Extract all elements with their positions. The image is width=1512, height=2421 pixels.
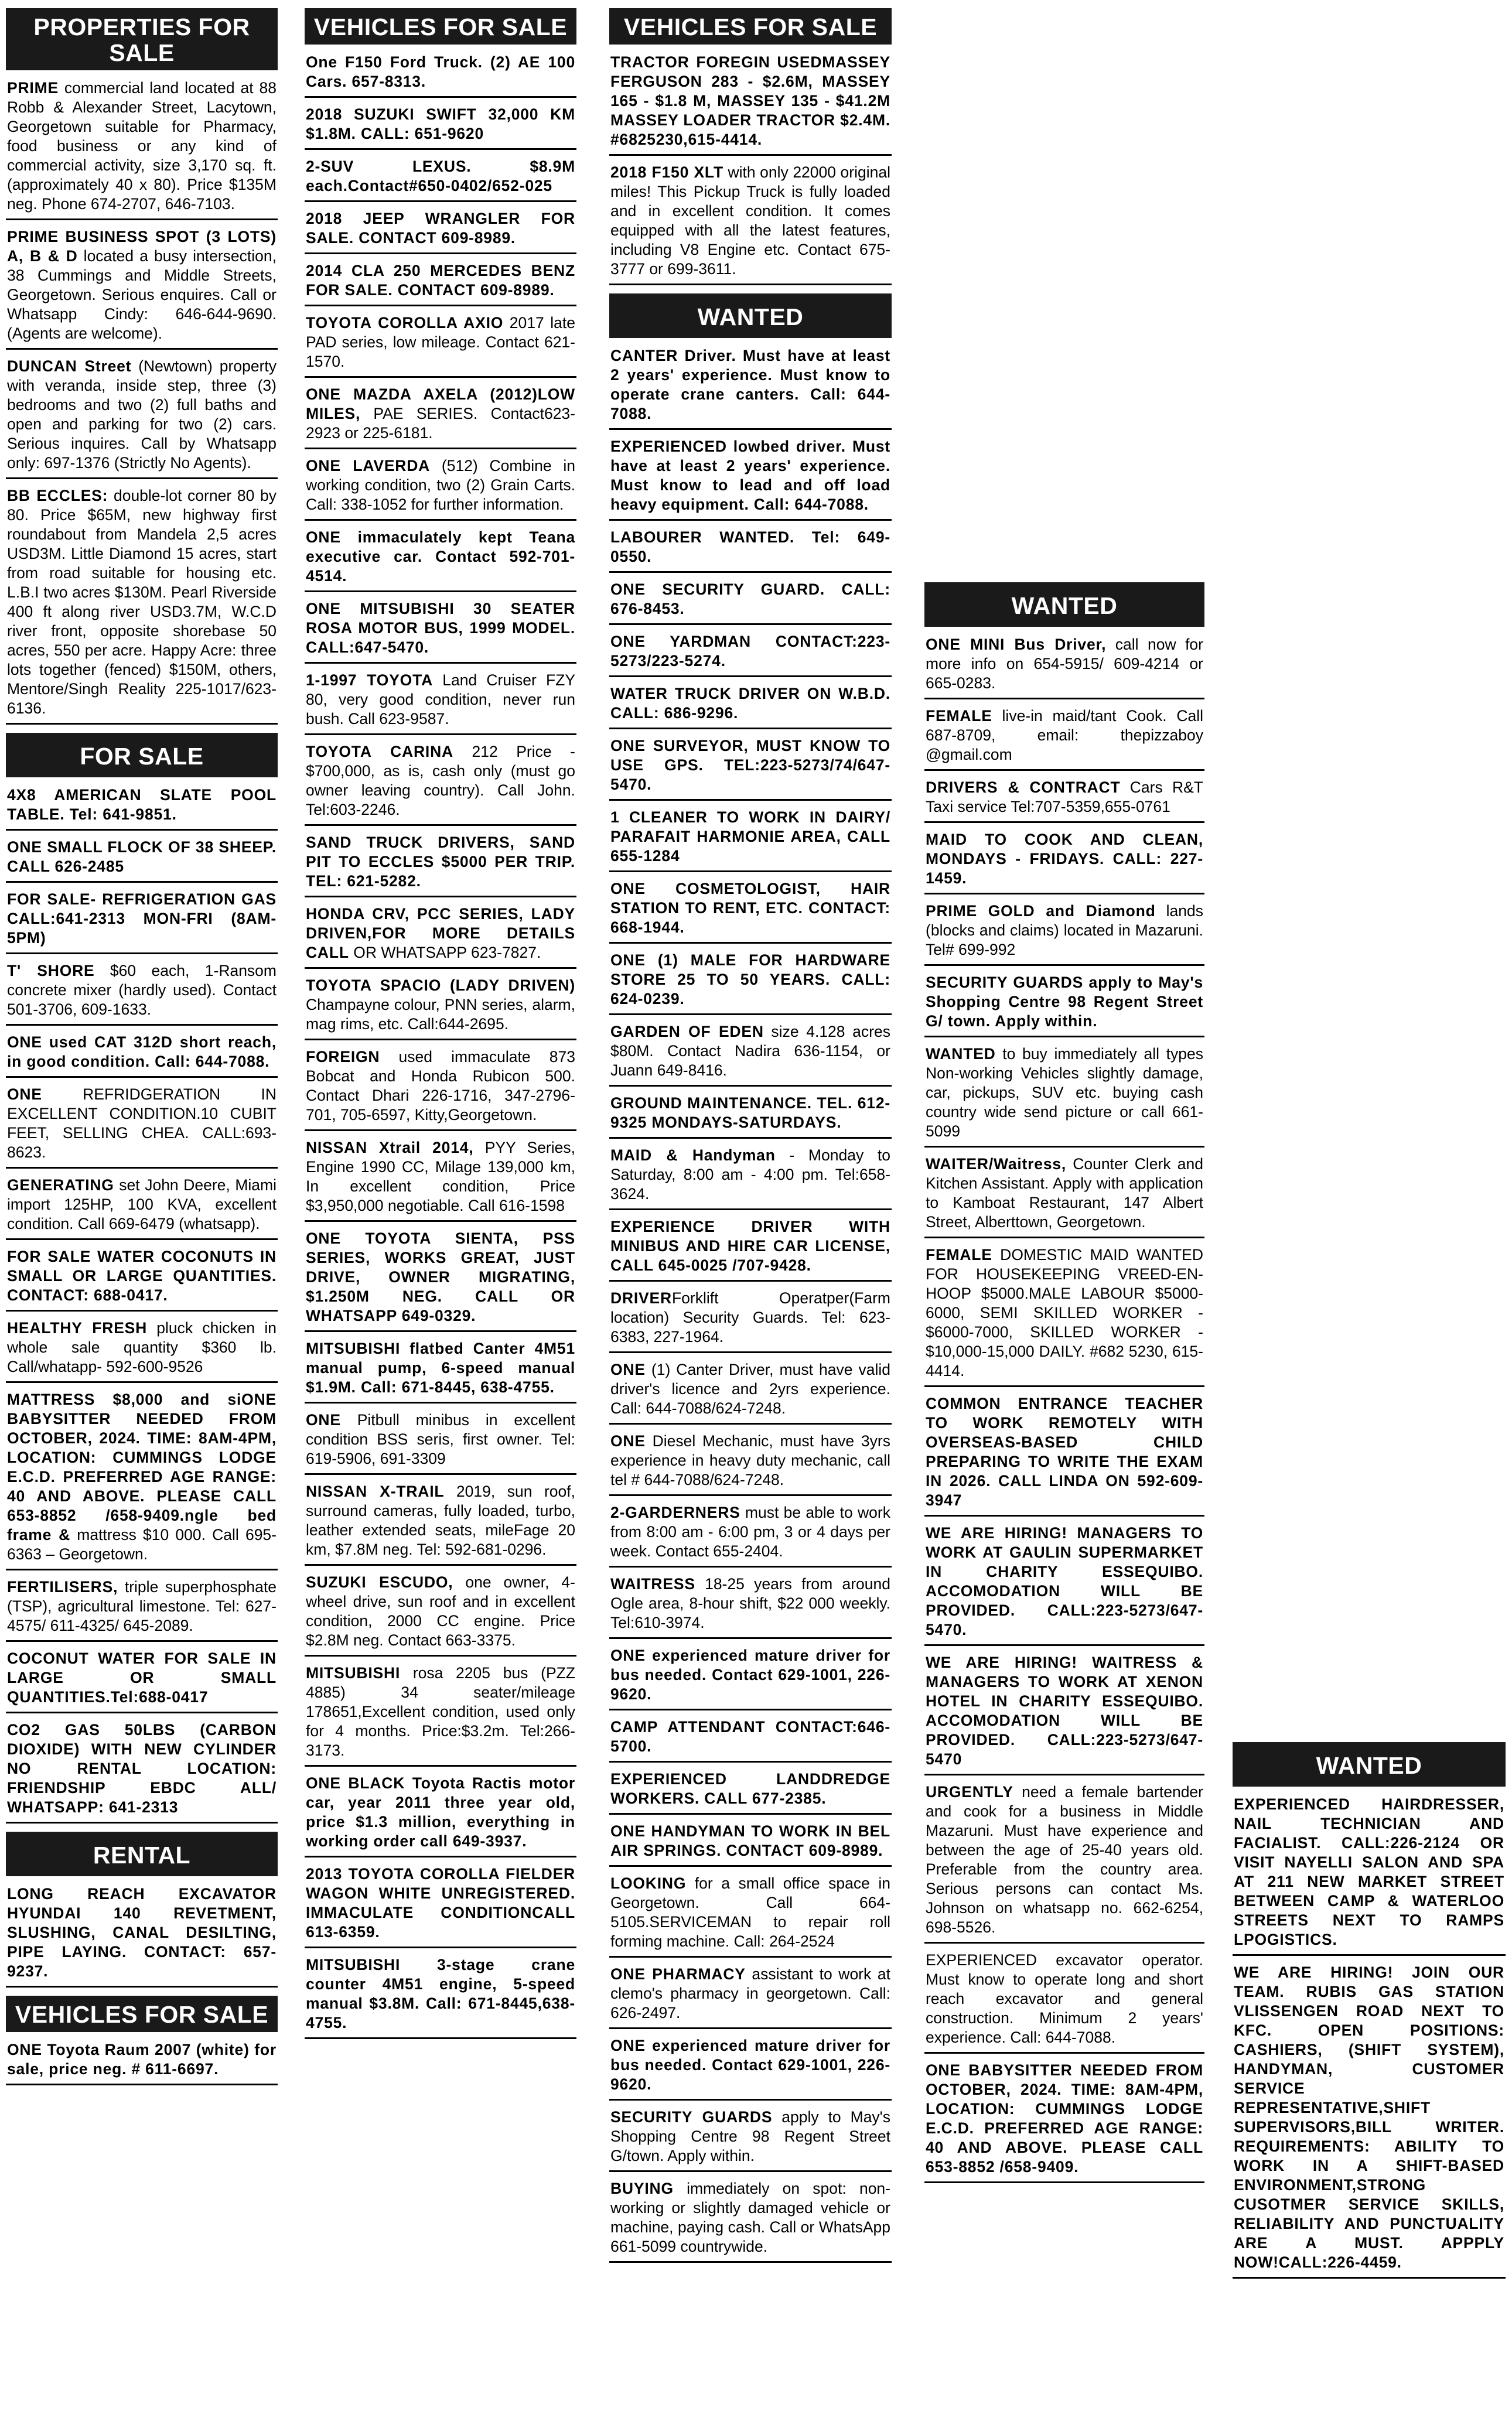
column-1 <box>6 8 278 2089</box>
ad-lead-text: LABOURER WANTED. Tel: 649-0550. <box>610 528 890 565</box>
classified-ad <box>609 1142 892 1210</box>
ad-body-text: live-in maid/tant Cook. Call 687-8709, email: thepizzaboy @gmail.com <box>926 707 1203 763</box>
ad-body-text: Land Cruiser FZY 80, very good condition, never run bush. Call 623-9587. <box>306 671 575 728</box>
classified-ad <box>305 101 576 150</box>
ad-body-text: - Monday to Saturday, 8:00 am - 4:00 pm. Tel:658-3624. <box>610 1146 890 1203</box>
ad-body-text: (512) Combine in working condition, two (2) Grain Carts. Call: 338-1052 for further information. <box>306 457 575 513</box>
ad-lead-text: 4X8 AMERICAN SLATE POOL TABLE. Tel: 641-9851. <box>7 786 277 823</box>
ad-lead-text: One F150 Ford Truck. (2) AE 100 Cars. 657-8313. <box>306 53 575 90</box>
classified-ad <box>6 224 278 350</box>
ad-lead-text: ONE BLACK Toyota Ractis motor car, year 2011 three year old, price $1.3 million, everything in working order call 649-3937. <box>306 1774 575 1850</box>
ad-body-text: immediately on spot: non-working or slightly damaged vehicle or machine, paying cash. Call or WhatsApp 661-5099 countrywide. <box>610 2180 890 2255</box>
ad-body-text: rosa 2205 bus (PZZ 4885) 34 seater/mileage 178651,Excellent condition, used only for 4 months. Price:$3.2m. Tel:266-3173. <box>306 1664 575 1759</box>
classified-ad <box>305 1770 576 1857</box>
classified-ad <box>924 1650 1204 1775</box>
ad-lead-text: FEMALE <box>926 1246 992 1264</box>
ad-lead-text: MATTRESS $8,000 and siONE BABYSITTER NEEDED FROM OCTOBER, 2024. TIME: 8AM-4PM, LOCATION: CUMMINGS LODGE E.C.D. PREFERRED AGE RANGE: 40 AND ABOVE. PLEASE CALL 653-8852 /658-9409.ngle bed frame & <box>7 1391 277 1544</box>
ad-body-text: size 4.128 acres $80M. Contact Nadira 636-1154, or Juann 649-8416. <box>610 1023 890 1079</box>
classified-ad <box>305 310 576 378</box>
classified-ad <box>609 1714 892 1763</box>
classified-ad <box>1233 1959 1506 2279</box>
classified-ad <box>609 49 892 156</box>
classified-ad <box>924 774 1204 823</box>
classified-ad <box>305 1044 576 1131</box>
classified-ad <box>305 49 576 98</box>
classified-ad <box>6 1645 278 1713</box>
ad-body-text: Cars R&T Taxi service Tel:707-5359,655-0761 <box>926 778 1203 815</box>
classified-ad <box>609 2176 892 2263</box>
ad-body-text: used immaculate 873 Bobcat and Honda Rubicon 500. Contact Dhari 226-1716, 347-2796-701, 705-6597, Kitty,Georgetown. <box>306 1048 575 1124</box>
ad-body-text: Champayne colour, PNN series, alarm, mag rims, etc. Call:644-2695. <box>306 996 575 1033</box>
classified-ad <box>305 1407 576 1475</box>
ad-lead-text: FOREIGN <box>306 1048 380 1066</box>
ad-lead-text: PRIME BUSINESS SPOT (3 LOTS) A, B & D <box>7 228 277 265</box>
ad-lead-text: ONE YARDMAN CONTACT:223-5273/223-5274. <box>610 633 890 670</box>
ad-lead-text: FEMALE <box>926 707 992 725</box>
ad-lead-text: WATER TRUCK DRIVER ON W.B.D. CALL: 686-9296. <box>610 685 890 722</box>
ad-lead-text: LONG REACH EXCAVATOR HYUNDAI 140 REVETMENT, SLUSHING, CANAL DESILTING, PIPE LAYING. CONTACT: 657-9237. <box>7 1885 277 1980</box>
ad-lead-text: SECURITY GUARDS apply to May's Shopping Centre 98 Regent Street G/ town. Apply within. <box>926 974 1203 1030</box>
classified-ad <box>609 1643 892 1710</box>
classified-ad <box>6 834 278 883</box>
classified-ad <box>609 2033 892 2101</box>
ad-lead-text: TOYOTA SPACIO (LADY DRIVEN) <box>306 976 575 994</box>
ad-lead-text: WAITRESS <box>610 1575 695 1593</box>
classified-ad <box>305 153 576 202</box>
classified-ad <box>609 1090 892 1139</box>
classified-ad <box>924 898 1204 966</box>
classified-ad <box>609 1870 892 1958</box>
ad-lead-text: WE ARE HIRING! WAITRESS & MANAGERS TO WORK AT XENON HOTEL IN CHARITY ESSEQUIBO. ACCOMODATION WILL BE PROVIDED. CALL:223-5273/647-5470 <box>926 1654 1203 1768</box>
classified-ad <box>609 1214 892 1282</box>
classified-ad <box>305 1135 576 1222</box>
ad-lead-text: FERTILISERS, <box>7 1578 118 1596</box>
classified-ad <box>305 1478 576 1566</box>
ad-lead-text: ONE (1) MALE FOR HARDWARE STORE 25 TO 50 YEARS. CALL: 624-0239. <box>610 951 890 1008</box>
classified-ad <box>6 958 278 1026</box>
classified-ad <box>924 1151 1204 1238</box>
section-header-rental: RENTAL <box>6 1832 278 1876</box>
classified-ad <box>924 2057 1204 2183</box>
ad-lead-text: DUNCAN Street <box>7 357 132 375</box>
ad-lead-text: URGENTLY <box>926 1783 1013 1801</box>
ad-body-text: 2019, sun roof, surround cameras, fully loaded, turbo, leather extended seats, mileFage 20 km, $7.8M neg. Tel: 592-681-0296. <box>306 1483 576 1558</box>
ad-lead-text: 2018 SUZUKI SWIFT 32,000 KM $1.8M. CALL: 651-9620 <box>306 105 575 142</box>
section-header-vehicles-for-sale: VEHICLES FOR SALE <box>609 8 892 45</box>
ad-body-text: commercial land located at 88 Robb & Alexander Street, Lacytown, Georgetown suitable for Pharmacy, food business or any kind of commercial activity, size 3,170 sq. ft. (approximately 40 x 80). Price $135M neg. Phone 674-2707, 646-7103. <box>7 79 277 213</box>
ad-lead-text: CAMP ATTENDANT CONTACT:646-5700. <box>610 1718 890 1755</box>
ad-lead-text: ONE immaculately kept Teana executive car. Contact 592-701-4514. <box>306 528 575 585</box>
ad-body-text: to buy immediately all types Non-working Vehicles slightly damage, car, pickups, SUV etc. buying cash country wide send picture or call 661-5099 <box>926 1045 1203 1140</box>
ad-lead-text: ONE LAVERDA <box>306 457 431 474</box>
classified-ad <box>6 1172 278 1240</box>
classified-ad <box>924 1242 1204 1387</box>
ad-lead-text: 1 CLEANER TO WORK IN DAIRY/ PARAFAIT HARMONIE AREA, CALL 655-1284 <box>610 808 890 865</box>
classified-ad <box>305 1660 576 1767</box>
classified-ad <box>924 827 1204 894</box>
ad-body-text: located a busy intersection, 38 Cummings and Middle Streets, Georgetown. Serious enquires. Call or Whatsapp Cindy: 646-644-9690. (Agents are welcome). <box>7 247 277 342</box>
classified-ad <box>924 631 1204 699</box>
ad-lead-text: ONE used CAT 312D short reach, in good condition. Call: 644-7088. <box>7 1033 277 1070</box>
ad-body-text: triple superphosphate (TSP), agricultural limestone. Tel: 627-4575/ 611-4325/ 645-2089. <box>7 1578 277 1634</box>
ad-lead-text: MAID & Handyman <box>610 1146 776 1164</box>
classified-ad <box>924 703 1204 771</box>
ad-lead-text: ONE TOYOTA SIENTA, PSS SERIES, WORKS GREAT, JUST DRIVE, OWNER MIGRATING, $1.250M NEG. CALL OR WHATSAPP 649-0329. <box>306 1230 575 1324</box>
ad-lead-text: COMMON ENTRANCE TEACHER TO WORK REMOTELY WITH OVERSEAS-BASED CHILD PREPARING TO WRITE THE EXAM IN 2026. CALL LINDA ON 592-609-3947 <box>926 1395 1203 1509</box>
ad-lead-text: WAITER/Waitress, <box>926 1155 1067 1173</box>
classified-ad <box>6 75 278 220</box>
ad-body-text: 18-25 years from around Ogle area, 8-hour shift, $22 000 weekly. Tel:610-3974. <box>610 1575 890 1631</box>
ad-body-text: for a small office space in Georgetown. Call 664-5105.SERVICEMAN to repair roll forming machine. Call: 264-2524 <box>610 1874 890 1950</box>
ad-lead-text: EXPERIENCE DRIVER WITH MINIBUS AND HIRE CAR LICENSE, CALL 645-0025 /707-9428. <box>610 1218 890 1274</box>
classified-ad <box>609 1428 892 1496</box>
classified-ad <box>6 782 278 831</box>
ad-lead-text: MAID TO COOK AND CLEAN, MONDAYS - FRIDAYS. CALL: 227-1459. <box>926 831 1203 887</box>
ad-body-text: Pitbull minibus in excellent condition BSS seris, first owner. Tel: 619-5906, 691-3309 <box>306 1411 575 1467</box>
classified-ad <box>609 1500 892 1568</box>
ad-lead-text: COCONUT WATER FOR SALE IN LARGE OR SMALL QUANTITIES.Tel:688-0417 <box>7 1650 277 1706</box>
column-4 <box>924 582 1204 2187</box>
ad-lead-text: ONE BABYSITTER NEEDED FROM OCTOBER, 2024. TIME: 8AM-4PM, LOCATION: CUMMINGS LODGE E.C.D. PREFERRED AGE RANGE: 40 AND ABOVE. PLEASE CALL 653-8852 /658-9409. <box>926 2061 1203 2176</box>
classified-ad <box>305 524 576 592</box>
classified-ad <box>924 1391 1204 1517</box>
ad-lead-text: ONE COSMETOLOGIST, HAIR STATION TO RENT, ETC. CONTACT: 668-1944. <box>610 880 890 936</box>
classified-ad <box>924 969 1204 1037</box>
ad-lead-text: 2018 JEEP WRANGLER FOR SALE. CONTACT 609-8989. <box>306 210 575 247</box>
ad-body-text: Counter Clerk and Kitchen Assistant. Apply with application to Kamboat Restaurant, 147 Albert Street, Alberttown, Georgetown. <box>926 1155 1203 1231</box>
ad-lead-text: EXPERIENCED HAIRDRESSER, NAIL TECHNICIAN AND FACIALIST. CALL:226-2124 OR VISIT NAYELLI SALON AND SPA AT 211 NEW MARKET STREET BETWEEN CAMP & WATERLOO STREETS NEXT TO RAMPS LPOGISTICS. <box>1234 1795 1504 1948</box>
classified-ad <box>609 733 892 801</box>
ad-lead-text: FOR SALE- REFRIGERATION GAS CALL:641-2313 MON-FRI (8AM-5PM) <box>7 890 277 947</box>
classified-ad <box>609 1571 892 1639</box>
ad-body-text: apply to May's Shopping Centre 98 Regent Street G/town. Apply within. <box>610 2108 890 2164</box>
ad-lead-text: TRACTOR FOREGIN USEDMASSEY FERGUSON 283 - $2.6M, MASSEY 165 - $1.8 M, MASSEY 135 - $41.2M MASSEY LOADER TRACTOR $2.4M. #6825230,615-4414. <box>610 53 890 148</box>
ad-body-text: EXPERIENCED excavator operator. Must know to operate long and short reach excavator and general construction. Minimum 2 years' experience. Call: 644-7088. <box>926 1951 1203 2046</box>
classified-ad <box>609 343 892 430</box>
ad-lead-text: ONE Toyota Raum 2007 (white) for sale, price neg. # 611-6697. <box>7 2041 277 2078</box>
ad-lead-text: BB ECCLES: <box>7 487 108 504</box>
ad-lead-text: CO2 GAS 50LBS (CARBON DIOXIDE) WITH NEW CYLINDER NO RENTAL LOCATION: FRIENDSHIP EBDC ALL/ WHATSAPP: 641-2313 <box>7 1721 277 1816</box>
ad-lead-text: GARDEN OF EDEN <box>610 1023 764 1040</box>
classified-ad <box>6 1244 278 1312</box>
ad-lead-text: NISSAN X-TRAIL <box>306 1483 445 1500</box>
ad-lead-text: DRIVER <box>610 1289 672 1307</box>
ad-lead-text: 2014 CLA 250 MERCEDES BENZ FOR SALE. CONTACT 609-8989. <box>306 262 575 299</box>
column-5 <box>1233 1742 1506 2282</box>
classified-ad <box>924 1779 1204 1944</box>
ad-lead-text: GROUND MAINTENANCE. TEL. 612-9325 MONDAYS-SATURDAYS. <box>610 1094 890 1131</box>
ad-body-text: (1) Canter Driver, must have valid driver's licence and 2yrs experience. Call: 644-7088/624-7248. <box>610 1361 890 1417</box>
ad-body-text: Diesel Mechanic, must have 3yrs experience in heavy duty mechanic, call tel # 644-7088/624-7248. <box>610 1432 890 1488</box>
column-2 <box>305 8 576 2043</box>
ad-lead-text: 2018 F150 XLT <box>610 163 723 181</box>
ad-lead-text: MITSUBISHI 3-stage crane counter 4M51 engine, 5-speed manual $3.8M. Call: 671-8445,638-4755. <box>306 1956 575 2031</box>
section-header-for-sale: FOR SALE <box>6 733 278 777</box>
ad-lead-text: 2-GARDERNERS <box>610 1504 740 1521</box>
ad-lead-text: ONE <box>7 1085 42 1103</box>
classified-ad <box>924 1041 1204 1148</box>
ad-body-text: REFRIDGERATION IN EXCELLENT CONDITION.10 CUBIT FEET, SELLING CHEA. CALL:693-8623. <box>7 1085 277 1161</box>
ad-lead-text: ONE MAZDA AXELA (2012)LOW MILES, <box>306 385 575 422</box>
ad-lead-text: ONE SECURITY GUARD. CALL: 676-8453. <box>610 581 890 617</box>
classified-ad <box>305 829 576 897</box>
ad-lead-text: TOYOTA CARINA <box>306 743 453 760</box>
ad-body-text: 2017 late PAD series, low mileage. Contact 621-1570. <box>306 314 575 370</box>
ad-lead-text: FOR SALE WATER COCONUTS IN SMALL OR LARGE QUANTITIES. CONTACT: 688-0417. <box>7 1248 277 1304</box>
section-header-wanted: WANTED <box>609 293 892 338</box>
ad-lead-text: ONE HANDYMAN TO WORK IN BEL AIR SPRINGS. CONTACT 609-8989. <box>610 1822 890 1859</box>
classified-ad <box>6 483 278 725</box>
classified-ad <box>6 1881 278 1988</box>
section-header-wanted: WANTED <box>924 582 1204 627</box>
classified-ad <box>609 159 892 285</box>
ad-lead-text: ONE <box>306 1411 341 1429</box>
ad-lead-text: 2-SUV LEXUS. $8.9M each.Contact#650-0402/652-025 <box>306 158 575 194</box>
ad-body-text: set John Deere, Miami import 125HP, 100 KVA, excellent condition. Call 669-6479 (whatsapp). <box>7 1176 277 1232</box>
ad-body-text: need a female bartender and cook for a business in Middle Mazaruni. Must have experience and between the age of 25-40 years old. Preferable from the country area. Serious persons can contact Ms. Johnson on whatsapp no. 662-6254, 698-5526. <box>926 1783 1203 1936</box>
classified-ad <box>609 681 892 729</box>
classified-ad <box>305 258 576 306</box>
classified-ad <box>305 453 576 521</box>
ad-lead-text: NISSAN Xtrail 2014, <box>306 1139 474 1156</box>
ad-body-text: OR WHATSAPP 623-7827. <box>349 944 541 961</box>
classified-ad <box>6 1029 278 1078</box>
ad-lead-text: ONE PHARMACY <box>610 1965 746 1983</box>
ad-body-text: must be able to work from 8:00 am - 6:00 pm, 3 or 4 days per week. Contact 655-2404. <box>610 1504 890 1560</box>
ad-lead-text: MITSUBISHI flatbed Canter 4M51 manual pump, 6-speed manual $1.9M. Call: 671-8445, 638-4755. <box>306 1340 575 1396</box>
classified-ad <box>305 381 576 449</box>
column-3 <box>609 8 892 2266</box>
classified-ad <box>6 1387 278 1570</box>
ad-lead-text: ONE MINI Bus Driver, <box>926 636 1107 653</box>
classified-ad <box>924 1947 1204 2054</box>
ad-lead-text: WE ARE HIRING! JOIN OUR TEAM. RUBIS GAS STATION VLISSENGEN ROAD NEXT TO KFC. OPEN POSITIONS: CASHIERS, (SHIFT SYSTEM), HANDYMAN, CUSTOMER SERVICE REPRESENTATIVE,SHIFT SUPERVISORS,BILL WRITER. REQUIREMENTS: ABILITY TO WORK IN A SHIFT-BASED ENVIRONMENT,STRONG CUSOTMER SERVICE SKILLS, RELIABILITY AND PUNCTUALITY ARE A MUST. APPPLY NOW!CALL:226-4459. <box>1234 1964 1504 2271</box>
classified-ad <box>1233 1791 1506 1956</box>
ad-lead-text: 2013 TOYOTA COROLLA FIELDER WAGON WHITE UNREGISTERED. IMMACULATE CONDITIONCALL 613-6359. <box>306 1865 575 1941</box>
ad-lead-text: PRIME GOLD and Diamond <box>926 902 1156 920</box>
classified-ad <box>305 1225 576 1332</box>
classified-ad <box>305 739 576 826</box>
ad-lead-text: SAND TRUCK DRIVERS, SAND PIT TO ECCLES $5000 PER TRIP. TEL: 621-5282. <box>306 834 575 890</box>
ad-lead-text: HONDA CRV, PCC SERIES, LADY DRIVEN,FOR MORE DETAILS CALL <box>306 905 575 961</box>
ad-lead-text: DRIVERS & CONTRACT <box>926 778 1121 796</box>
classified-ad <box>609 524 892 573</box>
ad-body-text: call now for more info on 654-5915/ 609-4214 or 665-0283. <box>926 636 1203 692</box>
ad-body-text: lands (blocks and claims) located in Mazaruni. Tel# 699-992 <box>926 902 1203 958</box>
classified-ad <box>609 2104 892 2172</box>
ad-lead-text: TOYOTA COROLLA AXIO <box>306 314 504 332</box>
classified-ad <box>924 1520 1204 1646</box>
classified-ad <box>6 2037 278 2085</box>
classified-ad <box>6 1081 278 1169</box>
classified-ad <box>305 972 576 1040</box>
ad-lead-text: HEALTHY FRESH <box>7 1319 148 1337</box>
classified-ad <box>609 804 892 872</box>
section-header-wanted: WANTED <box>1233 1742 1506 1787</box>
ad-body-text: (Newtown) property with veranda, inside step, three (3) bedrooms and two (2) full baths and open and parking for two (2) cars. Serious inquires. Call by Whatsapp only: 697-1376 (Strictly No Agents). <box>7 357 277 472</box>
classified-ad <box>609 576 892 625</box>
ad-lead-text: CANTER Driver. Must have at least 2 years' experience. Must know to operate crane canters. Call: 644-7088. <box>610 347 890 422</box>
ad-lead-text: T' SHORE <box>7 962 95 979</box>
classified-ad <box>609 1961 892 2029</box>
ad-body-text: PAE SERIES. Contact623-2923 or 225-6181. <box>306 405 575 442</box>
ad-lead-text: ONE <box>610 1361 646 1378</box>
ad-lead-text: WANTED <box>926 1045 996 1063</box>
section-header-properties-for-sale: PROPERTIES FOR SALE <box>6 8 278 70</box>
ad-lead-text: EXPERIENCED lowbed driver. Must have at least 2 years' experience. Must know to lead and off load heavy equipment. Call: 644-7088. <box>610 438 890 513</box>
section-header-vehicles-for-sale: VEHICLES FOR SALE <box>305 8 576 45</box>
ad-lead-text: MITSUBISHI <box>306 1664 401 1682</box>
ad-lead-text: ONE experienced mature driver for bus needed. Contact 629-1001, 226-9620. <box>610 2037 890 2093</box>
ad-lead-text: EXPERIENCED LANDDREDGE WORKERS. CALL 677-2385. <box>610 1770 890 1807</box>
ad-lead-text: ONE SURVEYOR, MUST KNOW TO USE GPS. TEL:223-5273/74/647-5470. <box>610 737 890 793</box>
classified-ad <box>609 1818 892 1867</box>
classified-ad <box>6 1574 278 1642</box>
ad-lead-text: SECURITY GUARDS <box>610 2108 773 2126</box>
classified-ad <box>609 1357 892 1425</box>
ad-lead-text: WE ARE HIRING! MANAGERS TO WORK AT GAULIN SUPERMARKET IN CHARITY ESSEQUIBO. ACCOMODATION WILL BE PROVIDED. CALL:223-5273/647-5470. <box>926 1524 1203 1638</box>
ad-body-text: DOMESTIC MAID WANTED FOR HOUSEKEEPING VREED-EN-HOOP $5000.MALE LABOUR $5000-6000, SEMI SKILLED WORKER - $6000-7000, SKILLED WORKER - $10,000-15,000 DAILY. #682 5230, 615-4414. <box>926 1246 1203 1379</box>
classified-ad <box>6 353 278 479</box>
classified-ad <box>305 667 576 735</box>
ad-lead-text: GENERATING <box>7 1176 114 1194</box>
classified-ad <box>6 1717 278 1824</box>
classified-ad <box>305 206 576 254</box>
ad-body-text: PYY Series, Engine 1990 CC, Milage 139,000 km, In excellent condition, Price $3,950,000 negotiable. Call 616-1598 <box>306 1139 575 1214</box>
classified-ad <box>6 886 278 954</box>
ad-body-text: $60 each, 1-Ransom concrete mixer (hardly used). Contact 501-3706, 609-1633. <box>7 962 277 1018</box>
ad-lead-text: ONE experienced mature driver for bus needed. Contact 629-1001, 226-9620. <box>610 1647 890 1703</box>
ad-lead-text: SUZUKI ESCUDO, <box>306 1573 453 1591</box>
section-header-vehicles-for-sale: VEHICLES FOR SALE <box>6 1996 278 2032</box>
ad-body-text: assistant to work at clemo's pharmacy in georgetown. Call: 626-2497. <box>610 1965 890 2022</box>
classified-ad <box>305 1861 576 1948</box>
classified-ad <box>609 1285 892 1353</box>
classified-ad <box>305 1569 576 1657</box>
classified-ad <box>609 629 892 677</box>
ad-body-text: with only 22000 original miles! This Pickup Truck is fully loaded and in excellent condition. It comes equipped with all the latest features, including V8 Engine etc. Contact 675-3777 or 699-3611. <box>610 163 890 278</box>
ad-lead-text: 1-1997 TOYOTA <box>306 671 434 689</box>
classified-ad <box>305 596 576 664</box>
ad-body-text: double-lot corner 80 by 80. Price $65M, new highway first roundabout from Mandela 2,5 acres USD3M. Little Diamond 15 acres, start from road suitable for housing etc. L.B.I two acres $130M. Pearl Riverside 400 ft along river USD3.7M, W.C.D river front, opposite shorebase 50 acres, 550 per acre. Happy Acre: three lots together (fenced) $150M, others, Mentore/Singh Reality 225-1017/623-6136. <box>7 487 277 717</box>
ad-lead-text: ONE MITSUBISHI 30 SEATER ROSA MOTOR BUS, 1999 MODEL. CALL:647-5470. <box>306 600 575 656</box>
ad-lead-text: LOOKING <box>610 1874 687 1892</box>
classified-ad <box>305 1336 576 1404</box>
ad-body-text: mattress $10 000. Call 695-6363 – Georgetown. <box>7 1526 277 1563</box>
classified-ad <box>6 1315 278 1383</box>
ad-lead-text: ONE <box>610 1432 646 1450</box>
ad-lead-text: BUYING <box>610 2180 674 2197</box>
ad-body-text: Forklift Operatper(Farm location) Security Guards. Tel: 623-6383, 227-1964. <box>610 1289 890 1346</box>
classified-ad <box>609 433 892 521</box>
ad-body-text: one owner, 4-wheel drive, sun roof and in excellent condition, 2000 CC engine. Price $2.8M neg. Contact 663-3375. <box>306 1573 575 1649</box>
classified-ad <box>609 876 892 944</box>
classified-ad <box>609 947 892 1015</box>
ad-body-text: 212 Price - $700,000, as is, cash only (must go owner leaving country). Call John. Tel:603-2246. <box>306 743 575 818</box>
classified-ad <box>609 1766 892 1815</box>
ad-lead-text: PRIME <box>7 79 59 97</box>
ad-lead-text: ONE SMALL FLOCK OF 38 SHEEP. CALL 626-2485 <box>7 838 277 875</box>
ad-body-text: pluck chicken in whole sale quantity $360 lb. Call/whatapp- 592-600-9526 <box>7 1319 277 1375</box>
classified-ad <box>609 1019 892 1087</box>
classified-ad <box>305 1952 576 2039</box>
classified-ad <box>305 901 576 969</box>
